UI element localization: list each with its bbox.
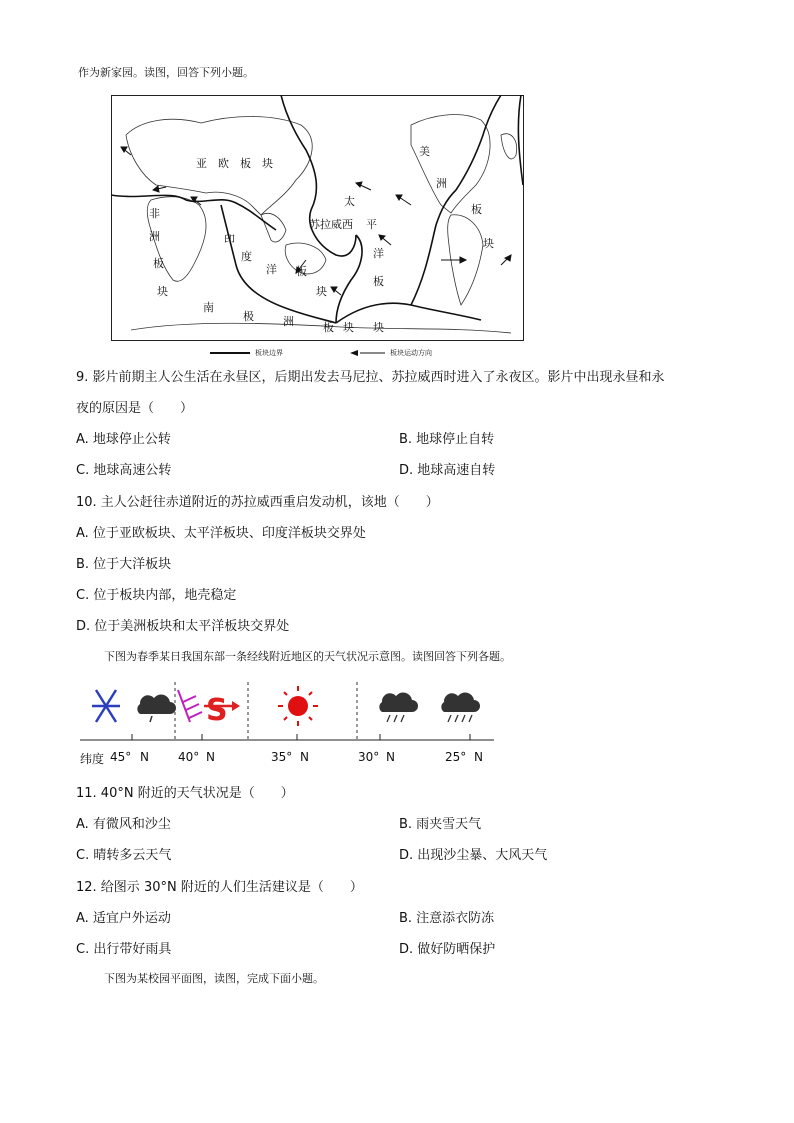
antarctic-label-1: 南	[203, 301, 214, 314]
weather-diagram	[80, 682, 500, 766]
q12-option-c[interactable]: C. 出行带好雨具	[76, 942, 172, 957]
pacific-label-2: 平	[366, 218, 377, 231]
tick-30-n: N	[386, 750, 395, 764]
indian-label-5: 块	[316, 285, 327, 298]
q10-option-d[interactable]: D. 位于美洲板块和太平洋板块交界处	[76, 619, 290, 634]
american-label-1: 美	[419, 145, 430, 158]
light-rain-cloud-icon	[137, 694, 176, 722]
african-label-1: 非	[149, 207, 160, 220]
q10-option-c[interactable]: C. 位于板块内部，地壳稳定	[76, 588, 237, 603]
q9-stem-2: 夜的原因是（ ）	[76, 401, 194, 416]
eurasian-label-4: 块	[262, 157, 273, 170]
rain-cloud-icon-25	[441, 692, 480, 722]
sulawesi-label: 苏拉威西	[309, 218, 353, 231]
q11-stem: 11. 40°N 附近的天气状况是（ ）	[76, 786, 294, 801]
intro-line: 作为新家园。读图，回答下列小题。	[78, 66, 254, 79]
tick-40: 40°	[178, 750, 200, 764]
indian-label-2: 度	[241, 250, 252, 263]
legend-boundary: 板块边界	[255, 349, 283, 357]
pacific-label-3: 洋	[373, 247, 384, 260]
african-label-3: 板	[153, 257, 164, 270]
tick-25: 25°	[445, 750, 467, 764]
american-label-4: 块	[483, 237, 494, 250]
antarctic-label-3: 洲	[283, 315, 294, 328]
tick-35: 35°	[271, 750, 293, 764]
pacific-label-5: 块	[373, 321, 384, 334]
svg-text:S: S	[206, 693, 228, 728]
legend-movement: 板块运动方向	[390, 349, 432, 357]
tick-45-n: N	[140, 750, 149, 764]
axis-prefix: 纬度	[80, 752, 105, 766]
rain-cloud-icon-30	[379, 692, 418, 722]
map-legend	[200, 346, 500, 360]
indian-label-1: 印	[224, 233, 235, 246]
q12-stem: 12. 给图示 30°N 附近的人们生活建议是（ ）	[76, 880, 363, 895]
eurasian-label-3: 板	[240, 157, 251, 170]
sun-icon	[278, 686, 318, 726]
tick-30: 30°	[358, 750, 380, 764]
african-label-2: 洲	[149, 230, 160, 243]
q12-option-a[interactable]: A. 适宜户外运动	[76, 911, 171, 926]
indian-label-4: 板	[296, 265, 307, 278]
q9-option-a[interactable]: A. 地球停止公转	[76, 432, 171, 447]
plate-map	[111, 95, 524, 341]
pacific-label-1: 太	[344, 195, 355, 208]
sandstorm-icon	[204, 693, 240, 728]
tick-45: 45°	[110, 750, 132, 764]
campus-intro: 下图为某校园平面图，读图，完成下面小题。	[104, 972, 324, 985]
tick-40-n: N	[206, 750, 215, 764]
q9-option-d[interactable]: D. 地球高速自转	[399, 463, 496, 478]
q11-option-b[interactable]: B. 雨夹雪天气	[399, 817, 482, 832]
antarctic-label-4: 板	[323, 321, 334, 334]
antarctic-label-2: 极	[243, 310, 254, 323]
q10-stem: 10. 主人公赶往赤道附近的苏拉威西重启发动机，该地（ ）	[76, 495, 439, 510]
q10-option-b[interactable]: B. 位于大洋板块	[76, 557, 172, 572]
q12-option-d[interactable]: D. 做好防晒保护	[399, 942, 496, 957]
antarctic-label-5: 块	[343, 321, 354, 334]
eurasian-label-1: 亚	[196, 157, 207, 170]
q10-option-a[interactable]: A. 位于亚欧板块、太平洋板块、印度洋板块交界处	[76, 526, 366, 541]
q11-option-a[interactable]: A. 有微风和沙尘	[76, 817, 171, 832]
american-label-3: 板	[471, 203, 482, 216]
q11-option-c[interactable]: C. 晴转多云天气	[76, 848, 172, 863]
q9-stem-1: 9. 影片前期主人公生活在永昼区，后期出发去马尼拉、苏拉威西时进入了永夜区。影片中出现永昼和永	[76, 370, 665, 385]
tick-35-n: N	[300, 750, 309, 764]
african-label-4: 块	[157, 285, 168, 298]
q9-option-c[interactable]: C. 地球高速公转	[76, 463, 172, 478]
tick-25-n: N	[474, 750, 483, 764]
q11-option-d[interactable]: D. 出现沙尘暴、大风天气	[399, 848, 548, 863]
eurasian-label-2: 欧	[218, 157, 229, 170]
indian-label-3: 洋	[266, 263, 277, 276]
q9-option-b[interactable]: B. 地球停止自转	[399, 432, 495, 447]
snowflake-icon	[92, 690, 120, 722]
pacific-label-4: 板	[373, 275, 384, 288]
american-label-2: 洲	[436, 177, 447, 190]
wind-barb-icon	[178, 690, 202, 722]
weather-intro: 下图为春季某日我国东部一条经线附近地区的天气状况示意图。读图回答下列各题。	[104, 650, 511, 663]
q12-option-b[interactable]: B. 注意添衣防冻	[399, 911, 495, 926]
